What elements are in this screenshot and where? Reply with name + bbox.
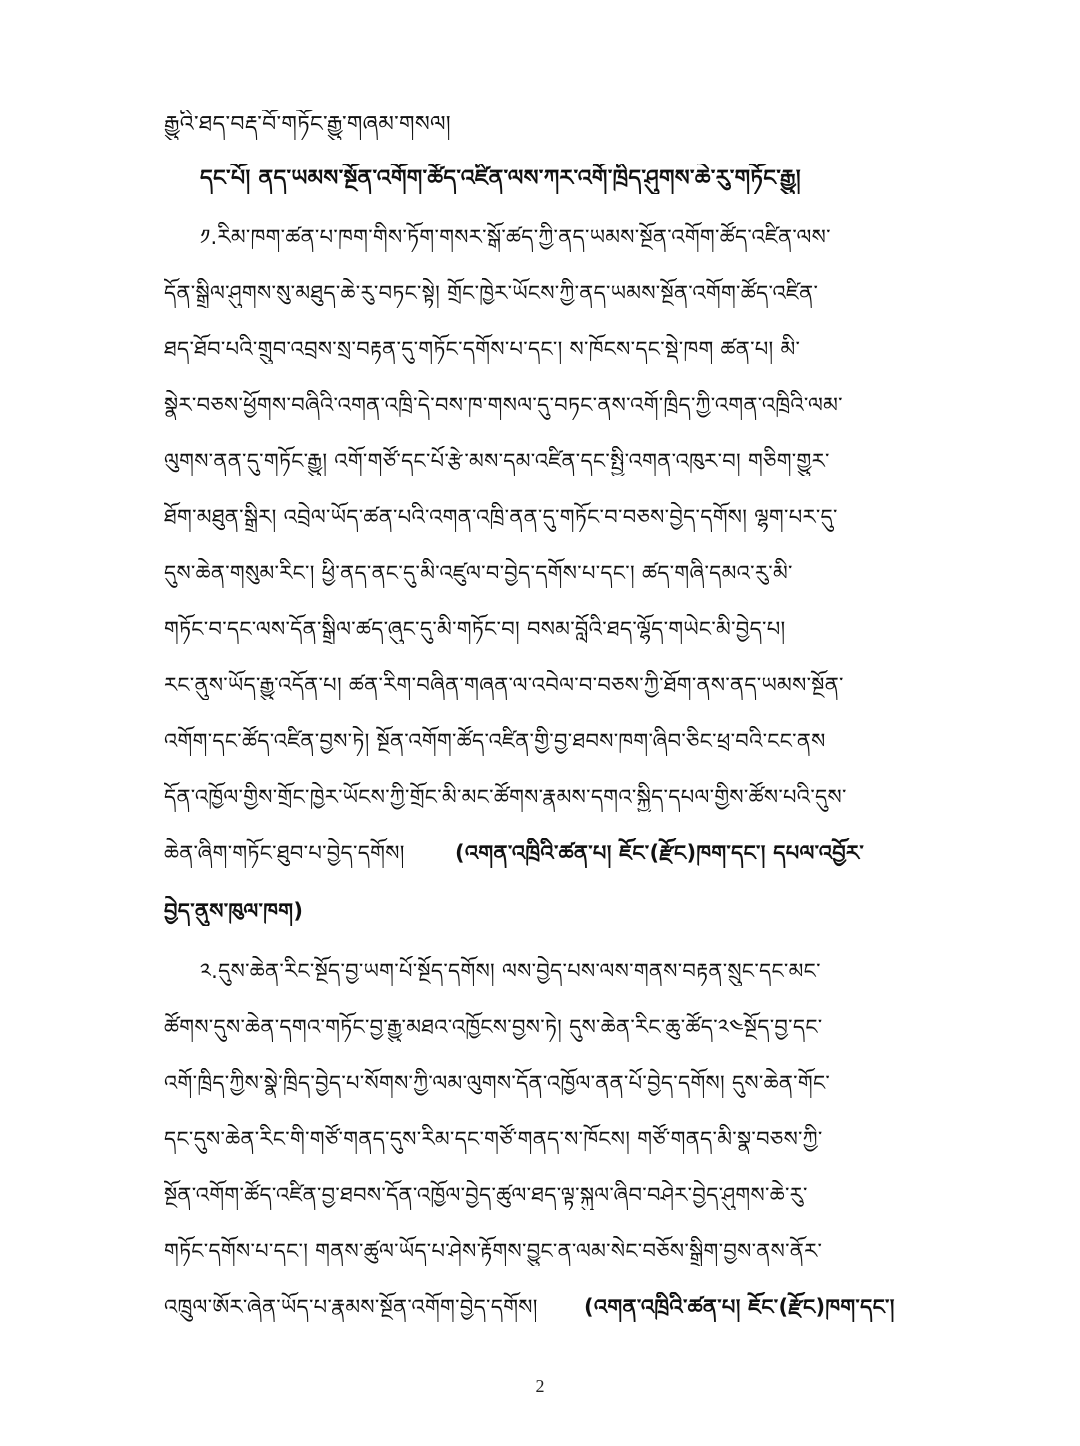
paragraph-line: ལུགས་ནན་དུ་གཏོང་རྒྱུ། འགོ་གཙོ་དང་པོ་རྩེ་མས་དམ་འཛིན་དང་སྤྱི་འགན་འཁུར་བ། གཅིག་གྱུར་ [164,449,830,473]
paragraph-line: ཐོག་མཐུན་སྒྲིར། འབྲེལ་ཡོད་ཚན་པའི་འགན་འཁྲི་ནན་དུ་གཏོང་བ་བཅས་བྱེད་དགོས། ལྷག་པར་དུ་ [164,505,838,529]
paragraph-line: ཐད་ཐོབ་པའི་གྲུབ་འབྲས་སྲ་བརྟན་དུ་གཏོང་དགོས་པ་དང་། ས་ཁོངས་དང་སྡེ་ཁག ཚན་པ། མི་ [164,337,801,361]
paragraph-line: སྣེར་བཅས་ཕྱོགས་བཞིའི་འགན་འཁྲི་དེ་བས་ཁ་གསལ་དུ་བཏང་ནས་འགོ་ཁྲིད་ཀྱི་འགན་འཁྲིའི་ལམ་ [164,393,843,417]
paragraph-line: གཏོང་དགོས་པ་དང་། གནས་ཚུལ་ཡོད་པ་ཤེས་རྟོགས་བྱུང་ན་ལམ་སེང་བཅོས་སྒྲིག་བྱས་ནས་ནོར་ [164,1239,823,1263]
paragraph-line: ཆེན་ཞིག་གཏོང་ཐུབ་པ་བྱེད་དགོས། [164,841,405,865]
responsibility-note: (འགན་འཁྲིའི་ཚན་པ། ཇོང་(རྫོང)ཁག་དང་། [584,1295,895,1319]
paragraph-line: འགོག་དང་ཚོད་འཛིན་བྱས་ཏེ། སྔོན་འགོག་ཚོད་འཛིན་གྱི་བྱ་ཐབས་ཁག་ཞིབ་ཅིང་ཕྲ་བའི་ངང་ནས [164,729,826,753]
responsibility-note-continued: བྱེད་ནུས་ཁུལ་ཁག) [164,899,304,923]
responsibility-note: (འགན་འཁྲིའི་ཚན་པ། ཇོང་(རྫོང)ཁག་དང་། དཔལ་འབྱོར་ [455,841,865,865]
paragraph-line: གཏོང་བ་དང་ལས་དོན་སྒྲིལ་ཚད་ཞུང་དུ་མི་གཏོང་བ། བསམ་བློའི་ཐད་ལྷོད་གཡེང་མི་བྱེད་པ། [164,617,786,641]
section-heading: དང་པོ། ནད་ཡམས་སྔོན་འགོག་ཚོད་འཛིན་ལས་ཀར་འགོ་ཁྲིད་ཤུགས་ཆེ་རུ་གཏོང་རྒྱུ། [200,166,801,191]
paragraph-line: དོན་འཁྱོལ་གྱིས་གྲོང་ཁྱེར་ཡོངས་ཀྱི་གྲོང་མི་མང་ཚོགས་རྣམས་དགའ་སྐྱིད་དཔལ་གྱིས་ཚོས་པའི་དུས་ [164,785,847,809]
paragraph-line: དུས་ཆེན་གསུམ་རིང་། ཕྱི་ནད་ནང་དུ་མི་འཛུལ་བ་བྱེད་དགོས་པ་དང་། ཚད་གཞི་དམའ་རུ་མི་ [164,561,793,585]
paragraph-line: དོན་སྒྲིལ་ཤུགས་སུ་མཐུད་ཆེ་རུ་བཏང་སྟེ། གྲོང་ཁྱེར་ཡོངས་ཀྱི་ནད་ཡམས་སྔོན་འགོག་ཚོད་འཛིན་ [164,281,819,305]
paragraph-line: ༢.དུས་ཆེན་རིང་སྔོད་བྱ་ཡག་པོ་སྔོད་དགོས། ལས་བྱེད་པས་ལས་གནས་བརྟན་སྲུང་དང་མང་ [200,959,821,983]
paragraph-line: ༡.རིམ་ཁག་ཚན་པ་ཁག་གིས་ཏོག་གསར་སྒོ་ཚད་ཀྱི་ནད་ཡམས་སྔོན་འགོག་ཚོད་འཛིན་ལས་ [200,225,831,249]
paragraph-line: དང་དུས་ཆེན་རིང་གི་གཙོ་གནད་དུས་རིམ་དང་གཙོ་གནད་ས་ཁོངས། གཙོ་གནད་མི་སྣ་བཅས་ཀྱི་ [164,1127,823,1151]
page-number: 2 [535,1376,545,1396]
document-title: རྒྱུའི་ཐད་བརྡ་བོ་གཏོང་རྒྱུ་གཞམ་གསལ། [164,112,451,137]
paragraph-line: རང་ནུས་ཡོད་རྒྱུ་འདོན་པ། ཚན་རིག་བཞིན་གཞན་ལ་འབེལ་བ་བཅས་ཀྱི་ཐོག་ནས་ནད་ཡམས་སྔོན་ [164,673,844,697]
paragraph-line: སྔོན་འགོག་ཚོད་འཛིན་བྱ་ཐབས་དོན་འཁྱོལ་བྱེད་ཚུལ་ཐད་ལྟ་སྐུལ་ཞིབ་བཤེར་བྱེད་ཤུགས་ཆེ་རུ་ [164,1183,808,1207]
paragraph-line: འཁྲུལ་ཨོར་ཞེན་ཡོད་པ་རྣམས་སྔོན་འགོག་བྱེད་དགོས། [164,1295,538,1319]
paragraph-line: ཚོགས་དུས་ཆེན་དགའ་གཏོང་བྱ་རྒྱུ་མཐའ་འཁྱོངས་བྱས་ཏེ། དུས་ཆེན་རིང་ཆུ་ཚོད་༢༤སྔོད་བྱ་དང་ [164,1015,823,1039]
paragraph-line: འགོ་ཁྲིད་ཀྱིས་སྣེ་ཁྲིད་བྱེད་པ་སོགས་ཀྱི་ལམ་ལུགས་དོན་འཁྱོལ་ནན་པོ་བྱེད་དགོས། དུས་ཆེན་གོང་ [164,1071,831,1095]
